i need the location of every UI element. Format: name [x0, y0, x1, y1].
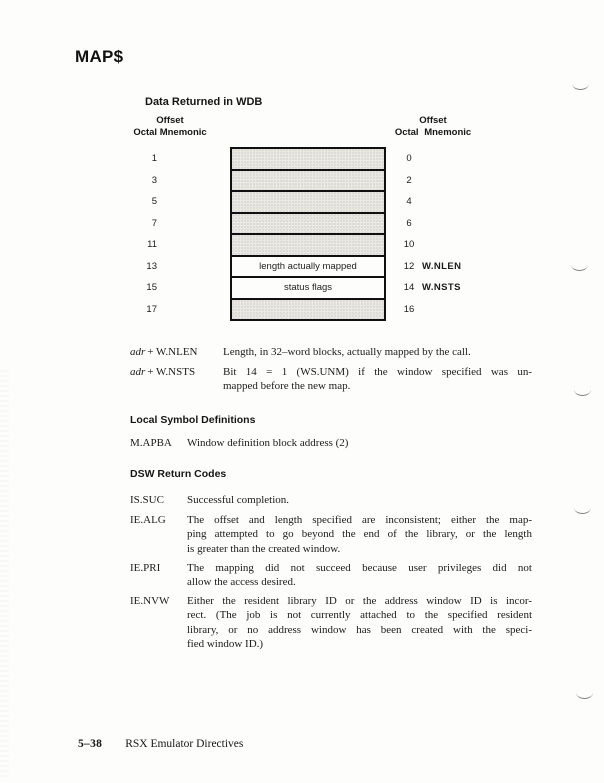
- page-curl-mark: [576, 692, 593, 699]
- symbol-text: + W.NLEN: [147, 346, 198, 358]
- figure-title: Data Returned in WDB: [145, 96, 263, 108]
- mnemonic-value: W.NSTS: [422, 282, 461, 293]
- left-offset-column-header: [120, 115, 220, 138]
- page-title: MAP$: [75, 47, 124, 66]
- right-offset-column-header: [383, 115, 483, 138]
- description-line: Bit 14 = 1 (WS.UNM) if the window specified was un-: [223, 366, 532, 378]
- symbol-mapba: M.APBA: [130, 437, 172, 449]
- description-line: Either the resident library ID or the address window ID is incor-: [187, 595, 532, 607]
- right-offset-value: 12: [403, 260, 415, 272]
- wdb-row-label: [232, 171, 384, 191]
- return-code-iealg: [130, 513, 532, 556]
- local-symbol-mapba: [130, 436, 532, 450]
- wdb-row-label: [232, 192, 384, 212]
- wdb-row-label: status flags: [283, 282, 333, 294]
- right-offset-value: 16: [403, 303, 415, 315]
- wdb-row-label: [232, 300, 384, 320]
- description-line: rect. (The job is not currently attached to the specified resident: [187, 609, 532, 622]
- code-iepri: IE.PRI: [130, 562, 161, 574]
- wdb-row-reserved: [232, 190, 384, 212]
- adr-variable: adr: [130, 346, 146, 358]
- description: [187, 436, 532, 450]
- wdb-row-status-flags: [232, 276, 384, 298]
- page-curl-mark: [572, 83, 589, 90]
- returned-value-wnsts: [130, 365, 532, 394]
- mnemonic-value: [422, 234, 492, 256]
- wdb-row-label: length actually mapped: [259, 260, 357, 272]
- right-offset-value: 10: [403, 239, 415, 250]
- scan-edge-noise: [0, 370, 9, 780]
- symbol-adr-wnlen: [130, 345, 198, 359]
- page-curl-mark: [574, 507, 591, 514]
- page-footer: [78, 738, 243, 750]
- symbol-text: + W.NSTS: [147, 366, 196, 378]
- wdb-row-length-mapped: [232, 255, 384, 277]
- right-offset-value: 0: [406, 153, 412, 164]
- right-offset-header-line2: Octal Mnemonic: [394, 126, 472, 138]
- left-offset-value: 7: [151, 217, 157, 229]
- footer-text: RSX Emulator Directives: [125, 738, 244, 750]
- mnemonic-value: [422, 148, 492, 170]
- page-curl-mark: [571, 264, 588, 271]
- wdb-block-diagram: [230, 147, 386, 321]
- description: [187, 513, 532, 556]
- description-line: library, or no address window has been created with the speci-: [187, 623, 532, 636]
- code-issuc: IS.SUC: [130, 494, 164, 506]
- description-line: The mapping did not succeed because user privileges did not: [187, 562, 532, 574]
- mnemonic-column: [422, 148, 492, 320]
- description-line: Length, in 32–word blocks, actually mapped by the call.: [223, 346, 471, 358]
- description-line: fied window ID.): [187, 638, 264, 651]
- return-code-issuc: [130, 493, 532, 507]
- mnemonic-value: W.NLEN: [422, 260, 462, 272]
- description: [223, 345, 532, 359]
- description-line: The offset and length specified are inconsistent; either the map-: [187, 514, 532, 526]
- wdb-row-label: [232, 214, 384, 234]
- left-octal-offsets: [117, 148, 157, 320]
- left-offset-value: 17: [146, 303, 157, 315]
- returned-value-wnlen: [130, 345, 532, 359]
- local-symbol-definitions-heading: Local Symbol Definitions: [130, 414, 256, 426]
- mnemonic-value: [422, 299, 492, 321]
- description: [187, 594, 532, 652]
- description-line: Window definition block address (2): [187, 437, 349, 449]
- code-iealg: IE.ALG: [130, 514, 166, 526]
- left-offset-value: 11: [147, 239, 157, 250]
- mnemonic-value: [422, 170, 492, 192]
- left-offset-value: 3: [151, 174, 157, 186]
- description-line: mapped before the new map.: [223, 380, 351, 393]
- description: [187, 493, 532, 507]
- description: [223, 365, 532, 394]
- right-offset-value: 4: [406, 196, 412, 207]
- mnemonic-value: [422, 191, 492, 213]
- description-line: allow the access desired.: [187, 576, 296, 589]
- description-line: Successful completion.: [187, 494, 290, 506]
- page-curl-mark: [574, 389, 591, 396]
- left-offset-header-line2: Octal Mnemonic: [133, 126, 207, 138]
- description: [187, 561, 532, 590]
- dsw-return-codes-heading: DSW Return Codes: [130, 468, 227, 480]
- return-code-iepri: [130, 561, 532, 590]
- right-offset-value: 14: [403, 282, 415, 293]
- symbol-adr-wnsts: [130, 365, 195, 379]
- wdb-row-label: [232, 149, 384, 169]
- right-octal-offsets: [399, 148, 419, 320]
- return-code-ienvw: [130, 594, 532, 652]
- adr-variable: adr: [130, 366, 146, 378]
- right-offset-value: 2: [406, 174, 412, 186]
- description-line: ping attempted to go beyond the end of the library, or the length: [187, 528, 532, 541]
- mnemonic-value: [422, 213, 492, 235]
- wdb-row-reserved: [232, 233, 384, 255]
- page-number: 5–38: [78, 738, 103, 750]
- right-offset-header-line1: Offset: [419, 115, 447, 126]
- left-offset-value: 15: [146, 282, 157, 293]
- right-offset-value: 6: [406, 217, 412, 229]
- description-line: is greater than the created window.: [187, 542, 341, 555]
- left-offset-value: 5: [151, 196, 157, 207]
- wdb-row-label: [232, 235, 384, 255]
- left-offset-value: 13: [146, 260, 157, 272]
- wdb-row-reserved: [232, 149, 384, 169]
- wdb-row-reserved: [232, 212, 384, 234]
- wdb-row-reserved: [232, 169, 384, 191]
- left-offset-value: 1: [151, 153, 157, 164]
- code-ienvw: IE.NVW: [130, 595, 170, 607]
- wdb-row-reserved: [232, 298, 384, 320]
- left-offset-header-line1: Offset: [156, 115, 184, 126]
